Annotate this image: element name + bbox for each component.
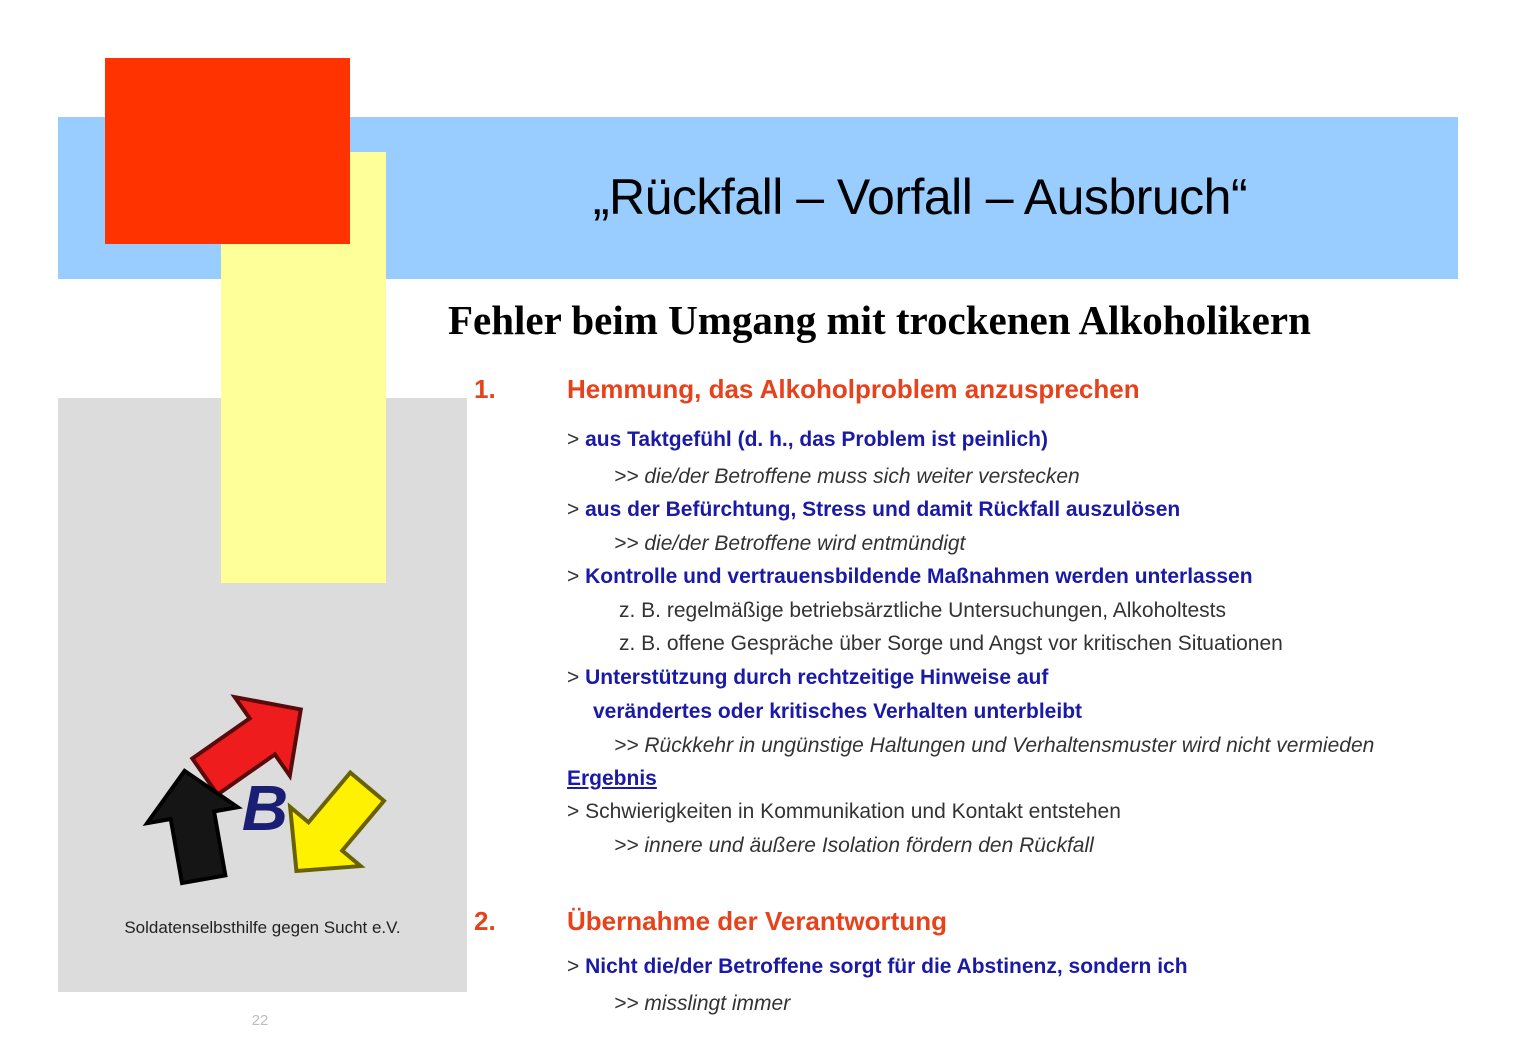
bullet-text: Unterstützung durch rechtzeitige Hinweise auf [585,666,1049,689]
slide-title: „Rückfall – Vorfall – Ausbruch“ [592,169,1248,225]
result-label: Ergebnis [567,767,657,790]
section1-line1 [567,428,1048,452]
bullet-text: aus Taktgefühl (d. h., das Problem ist peinlich) [585,428,1048,451]
section1-line7: z. B. offene Gespräche über Sorge und Angst vor kritischen Situationen [619,632,1283,655]
bullet-text: aus der Befürchtung, Stress und damit Rückfall auszulösen [585,498,1181,521]
section1-number: 1. [474,374,496,404]
bullet-marker: > [567,955,580,978]
section1-line4: >> die/der Betroffene wird entmündigt [614,532,966,555]
bullet-marker: > [567,565,580,588]
section1-line2: >> die/der Betroffene muss sich weiter verstecken [614,465,1080,488]
recycle-logo [130,665,410,905]
bullet-text: Nicht die/der Betroffene sorgt für die Abstinenz, sondern ich [585,955,1188,978]
bullet-marker: > [567,666,580,689]
section1-line10: >> Rückkehr in ungünstige Haltungen und Verhaltensmuster wird nicht vermieden [614,734,1375,757]
section2-number: 2. [474,906,496,936]
section1-heading: Hemmung, das Alkoholproblem anzusprechen [567,374,1140,404]
section2-line1 [567,955,1188,979]
org-name: Soldatenselbsthilfe gegen Sucht e.V. [124,918,401,937]
section1-line5 [567,565,1253,589]
bullet-text: Kontrolle und vertrauensbildende Maßnahmen werden unterlassen [585,565,1253,588]
slide-subtitle: Fehler beim Umgang mit trockenen Alkoholikern [448,297,1311,343]
section1-line6: z. B. regelmäßige betriebsärztliche Untersuchungen, Alkoholtests [619,599,1226,622]
logo-letter: B [241,772,289,844]
section1-line3 [567,498,1180,522]
section2-heading: Übernahme der Verantwortung [567,906,947,936]
bullet-marker: > [567,498,580,521]
section1-line12: >> innere und äußere Isolation fördern den Rückfall [614,834,1094,857]
section1-line9: verändertes oder kritisches Verhalten unterbleibt [593,700,1083,723]
section1-line8 [567,666,1048,690]
section2-line2: >> misslingt immer [614,992,791,1015]
page-number: 22 [251,1012,269,1029]
bullet-marker: > [567,428,580,451]
section1-line11: > Schwierigkeiten in Kommunikation und Kontakt entstehen [567,800,1121,823]
red-decor-square [105,58,350,244]
